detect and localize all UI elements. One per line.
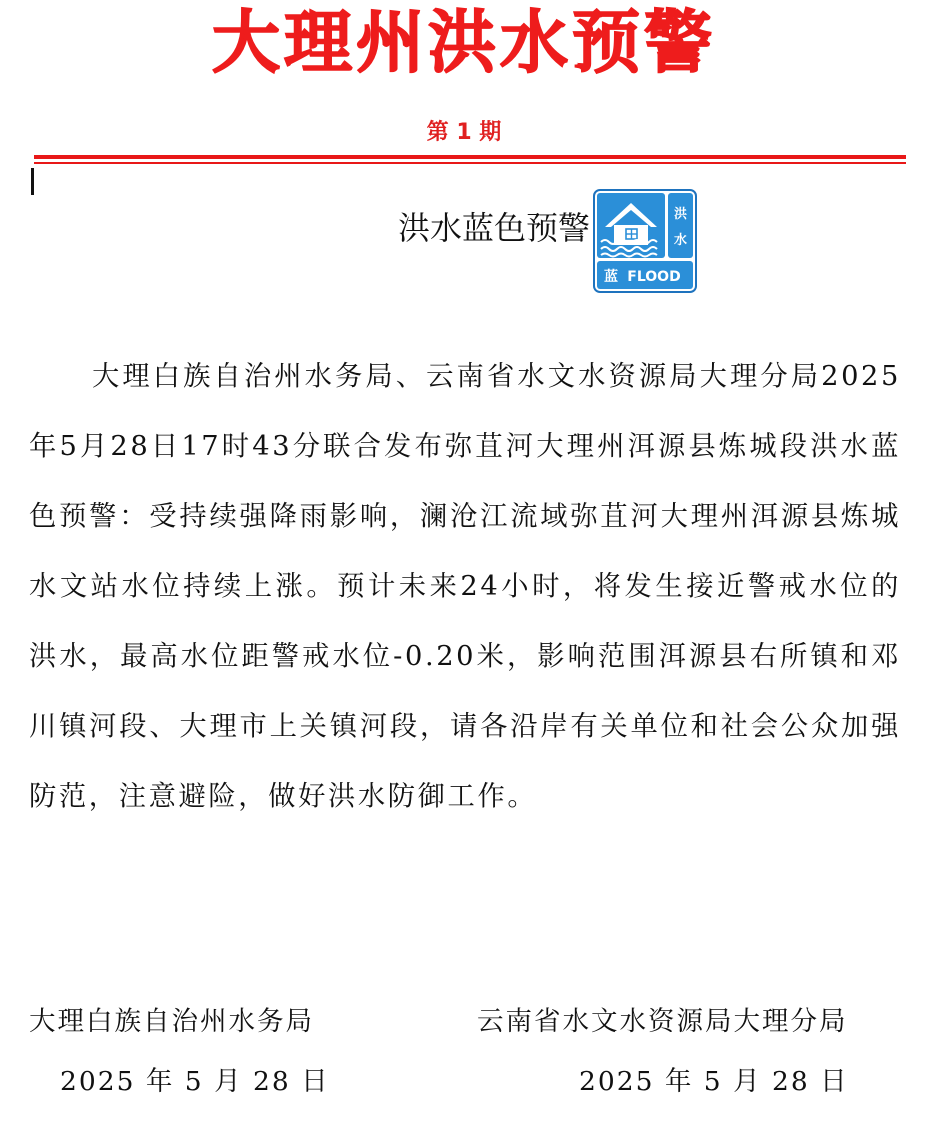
badge-side-char-1: 洪 — [673, 207, 688, 222]
header-divider-thick — [34, 155, 906, 159]
warning-body-paragraph: 大理白族自治州水务局、云南省水文水资源局大理分局2025年5月28日17时43分联合发布弥苴河大理州洱源县炼城段洪水蓝色预警：受持续强降雨影响，澜沧江流域弥苴河大理州洱源县炼城水文站水位持续上涨。预计未来24小时，将发生接近警戒水位的洪水，最高水位距警戒水位-0.20米，影响范围洱源县右所镇和邓川镇河段、大理市上关镇河段，请各沿岸有关单位和社会公众加强防范，注意避险，做好洪水防御工作。 — [29, 361, 901, 812]
right-signature-date: 2025 年 5 月 28 日 — [579, 1066, 849, 1097]
document-title: 大理州洪水预警 — [211, 4, 716, 83]
left-signature-date: 2025 年 5 月 28 日 — [60, 1066, 330, 1097]
badge-level-char: 蓝 — [604, 269, 618, 285]
badge-level-text: FLOOD — [627, 269, 681, 285]
header-divider-thin — [34, 162, 906, 164]
text-cursor — [31, 168, 34, 195]
flood-blue-warning-icon — [593, 189, 697, 293]
left-signature-org: 大理白族自治州水务局 — [29, 1006, 314, 1037]
badge-side-char-2: 水 — [673, 233, 688, 248]
issue-number: 第 1 期 — [426, 120, 502, 145]
right-signature-org: 云南省水文水资源局大理分局 — [477, 1006, 848, 1037]
warning-heading: 洪水蓝色预警 — [397, 209, 590, 247]
